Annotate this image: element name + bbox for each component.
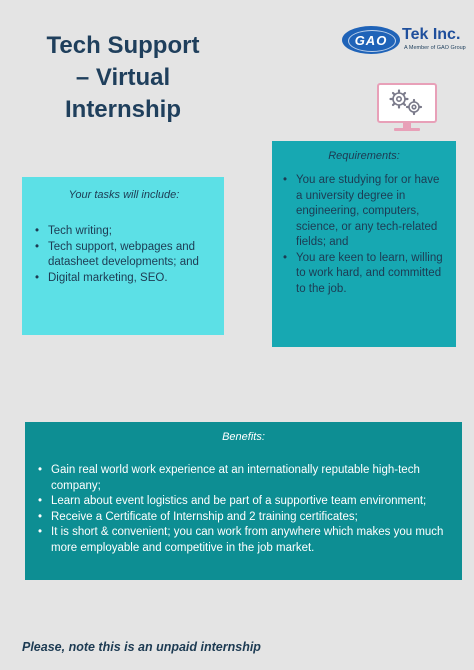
tasks-box	[22, 177, 224, 335]
requirements-heading: Requirements:	[328, 150, 400, 162]
benefits-heading: Benefits:	[222, 431, 265, 443]
list-item: • You are keen to learn, willing to work hard, and committed to the job.	[282, 251, 446, 298]
logo-mark: GAO	[342, 26, 400, 54]
list-item: • Tech writing;	[34, 224, 214, 240]
list-item: • Digital marketing, SEO.	[34, 271, 214, 287]
requirements-list	[282, 173, 446, 297]
list-item: • Receive a Certificate of Internship and 2 training certificates;	[37, 510, 450, 526]
monitor-gears-icon	[376, 82, 438, 132]
logo-tagline: A Member of GAO Group	[404, 45, 466, 51]
list-item: • Tech support, webpages and datasheet developments; and	[34, 240, 214, 271]
list-item: • You are studying for or have a university degree in engineering, computers, science, or any tech-related fields; and	[282, 173, 446, 251]
benefits-list	[37, 463, 450, 556]
logo-name: Tek Inc.	[402, 26, 461, 43]
tasks-list	[34, 224, 214, 286]
title-line-1: Tech Support	[46, 32, 200, 59]
benefits-box	[25, 422, 462, 580]
company-logo	[342, 24, 472, 58]
list-item: • Gain real world work experience at an internationally reputable high-tech company;	[37, 463, 450, 494]
page-title	[18, 30, 228, 126]
requirements-box	[272, 141, 456, 347]
unpaid-note: Please, note this is an unpaid internship	[22, 640, 261, 654]
title-line-3: Internship	[64, 96, 181, 123]
list-item: • Learn about event logistics and be part of a supportive team environment;	[37, 494, 450, 510]
list-item: • It is short & convenient; you can work from anywhere which makes you much more employable and competitive in the job market.	[37, 525, 450, 556]
title-line-2: – Virtual	[75, 64, 171, 91]
tasks-heading: Your tasks will include:	[68, 189, 180, 201]
